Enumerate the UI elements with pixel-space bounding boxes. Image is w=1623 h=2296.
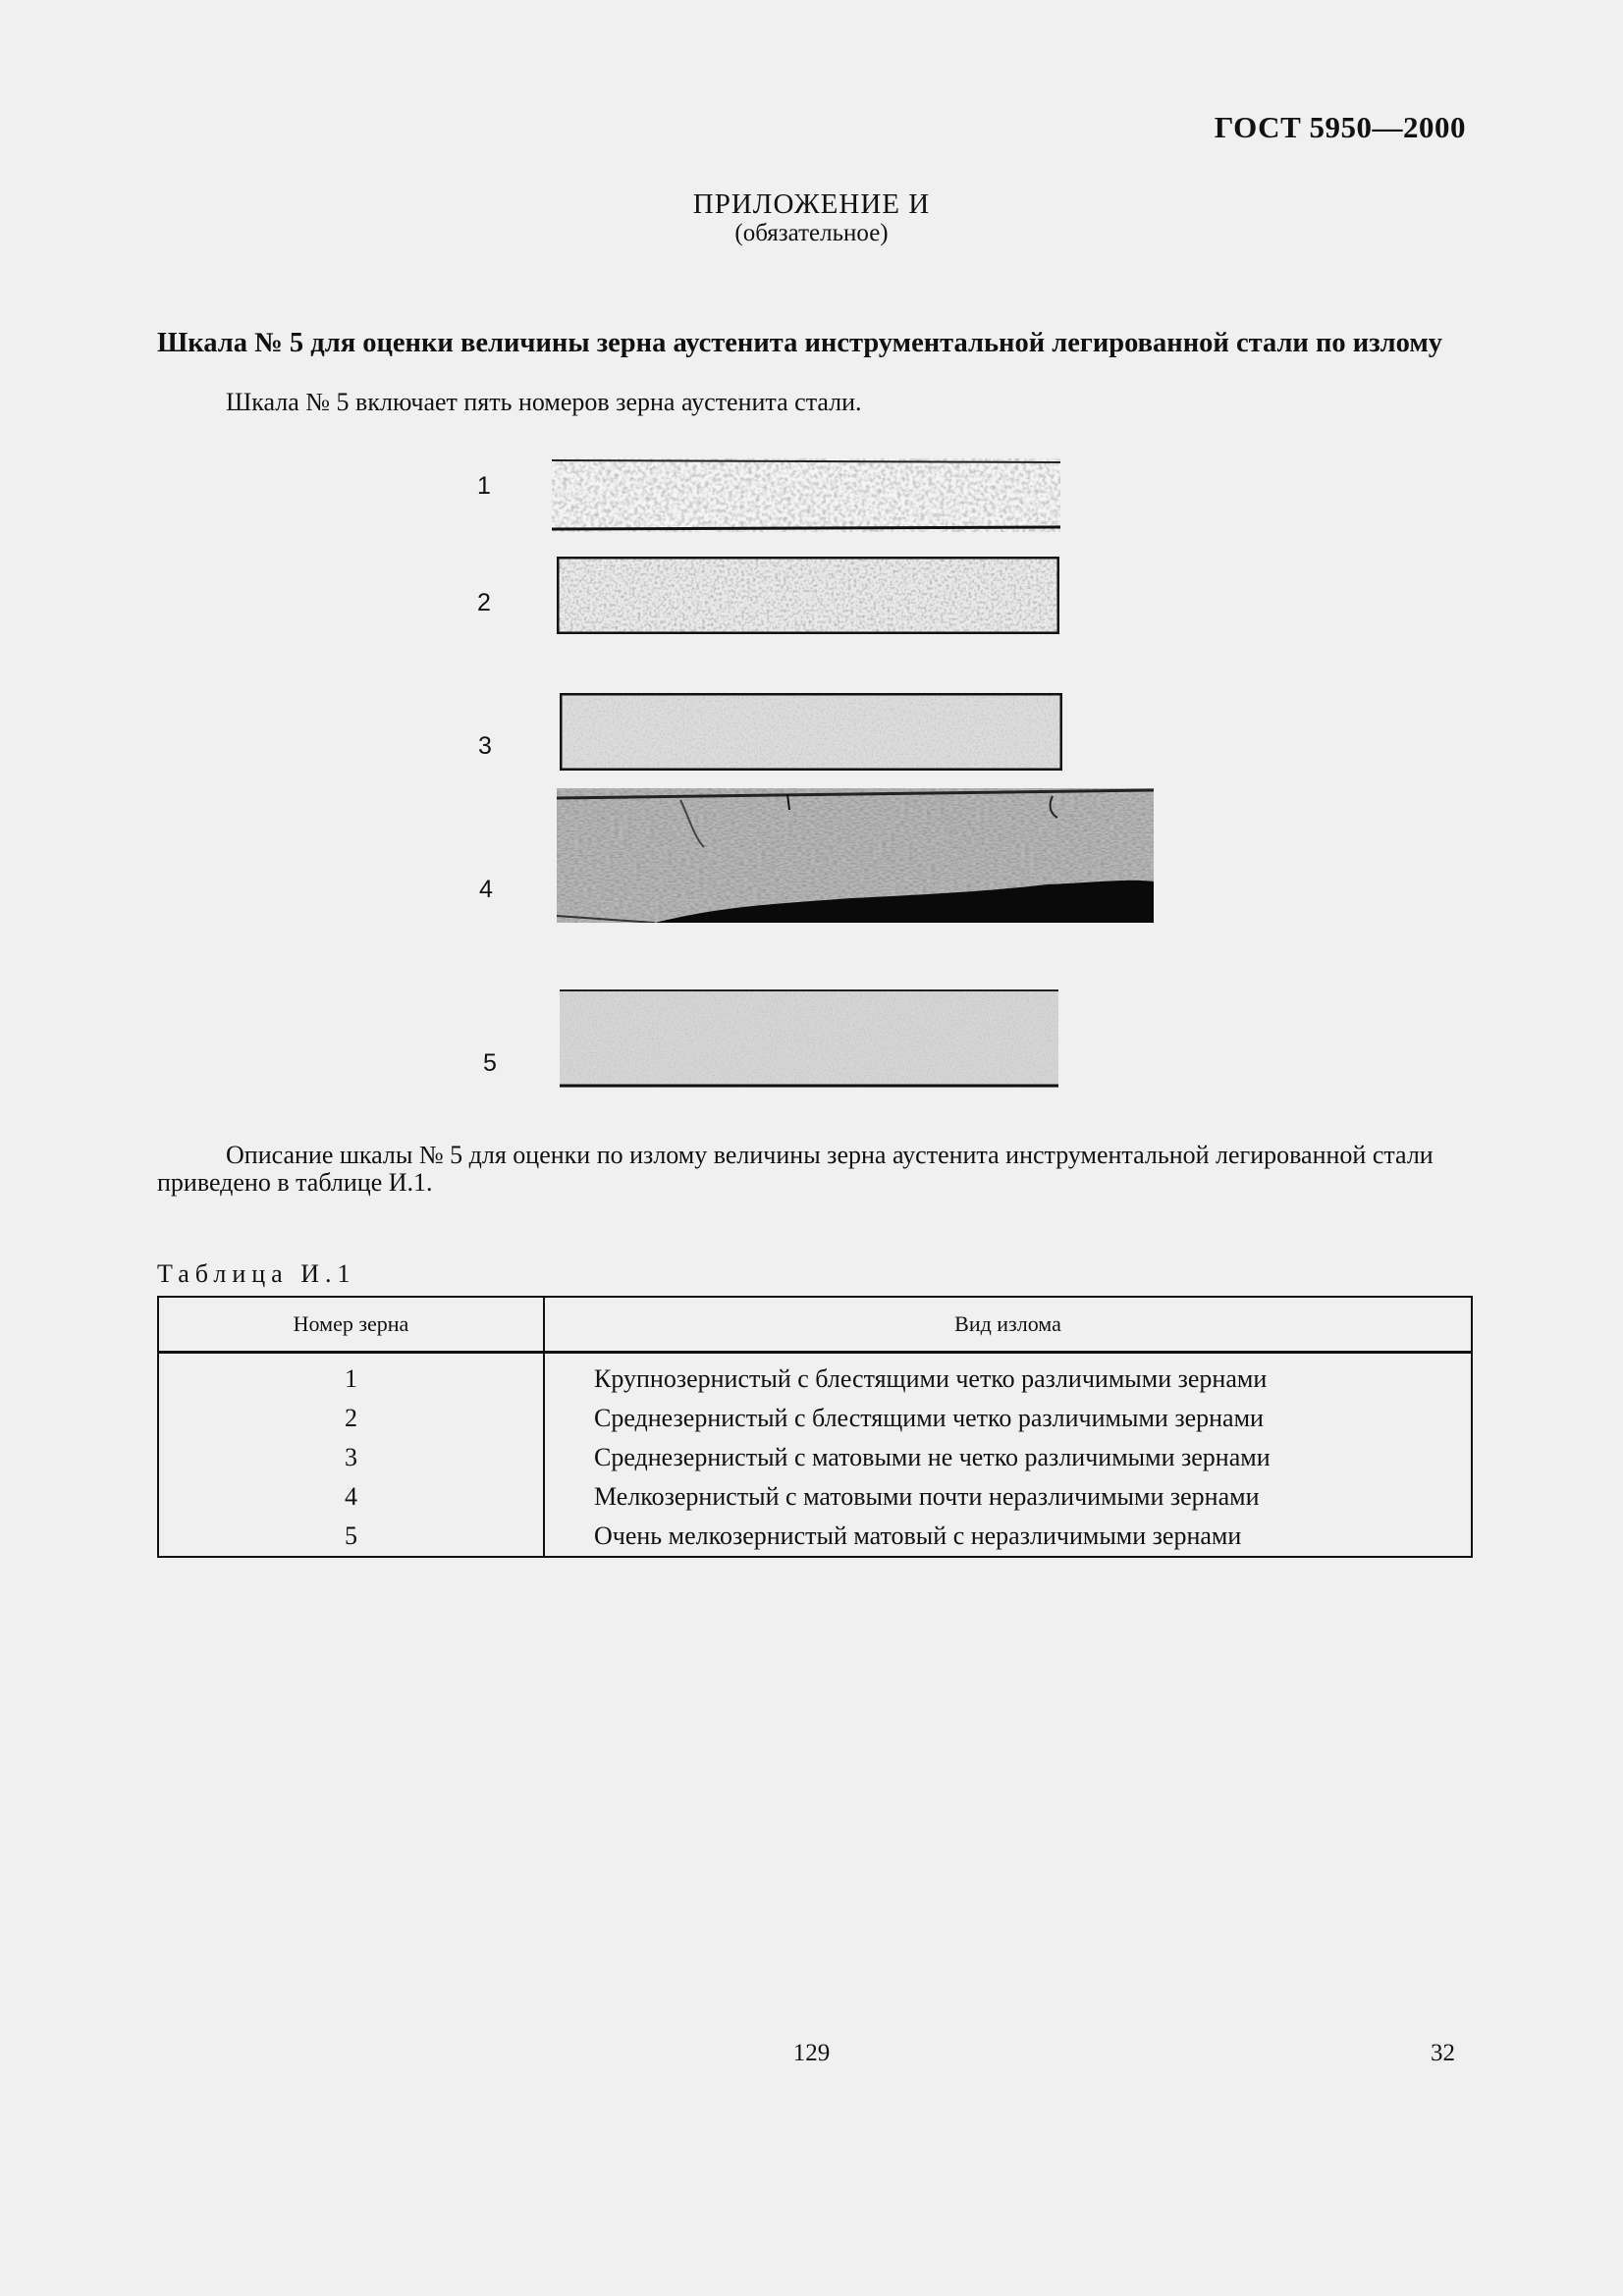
specimen-label-4: 4 [479,876,493,903]
grain-size-table [157,1296,1473,1558]
table-row [158,1477,1472,1517]
intro-paragraph: Шкала № 5 включает пять номеров зерна аустенита стали. [226,388,862,416]
specimen-label-2: 2 [477,589,491,616]
table-row [158,1438,1472,1477]
table-row [158,1399,1472,1438]
grain-number-cell: 5 [158,1517,544,1557]
fracture-specimen-2-image [557,557,1059,634]
fracture-type-cell: Среднезернистый с блестящими четко различимыми зернами [544,1399,1472,1438]
fracture-type-cell: Очень мелкозернистый матовый с неразличимыми зернами [544,1517,1472,1557]
table-caption: Таблица И.1 [157,1259,356,1288]
table-row [158,1353,1472,1400]
table-row [158,1517,1472,1557]
fracture-type-cell: Мелкозернистый с матовыми почти неразличимыми зернами [544,1477,1472,1517]
fracture-type-cell: Среднезернистый с матовыми не четко различимыми зернами [544,1438,1472,1477]
appendix-title: ПРИЛОЖЕНИЕ И [692,188,931,220]
appendix-subtitle: (обязательное) [734,220,889,246]
fracture-specimen-1-image [552,458,1060,532]
document-standard-number: ГОСТ 5950—2000 [1214,110,1466,144]
grain-number-cell: 2 [158,1399,544,1438]
fracture-specimen-3-image [560,693,1062,771]
description-paragraph: Описание шкалы № 5 для оценки по излому величины зерна аустенита инструментальной легированной стали приведено в таблице И.1. [157,1141,1434,1197]
fracture-specimen-4-image [557,788,1154,923]
grain-number-cell: 4 [158,1477,544,1517]
specimen-label-5: 5 [483,1049,497,1077]
column-header-grain-number: Номер зерна [158,1297,544,1353]
fracture-type-cell: Крупнозернистый с блестящими четко различимыми зернами [544,1353,1472,1400]
grain-number-cell: 3 [158,1438,544,1477]
grain-number-cell: 1 [158,1353,544,1400]
specimen-label-1: 1 [477,472,491,500]
page-number: 129 [792,2040,831,2066]
section-title: Шкала № 5 для оценки величины зерна аустенита инструментальной легированной стали по излому [157,328,1443,358]
column-header-fracture-type: Вид излома [544,1297,1472,1353]
specimen-label-3: 3 [478,732,492,760]
sheet-number: 32 [1431,2040,1455,2066]
fracture-specimen-5-image [560,989,1058,1088]
